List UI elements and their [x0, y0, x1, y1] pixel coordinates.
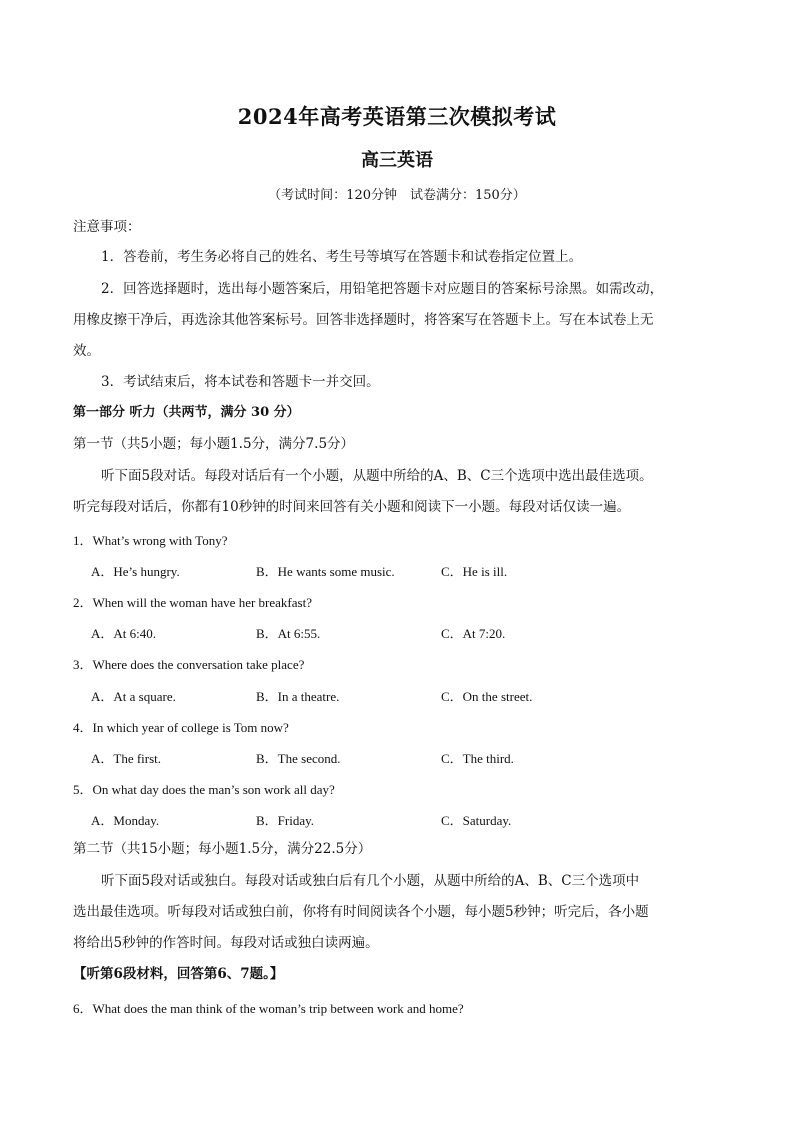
question-3-option-c: C．On the street.: [441, 689, 533, 704]
note-item-2-line-1: 2．回答选择题时，选出每小题答案后，用铅笔把答题卡对应题目的答案标号涂黑。如需改动，: [101, 281, 664, 297]
question-4-stem: 4．In which year of college is Tom now?: [73, 720, 289, 735]
question-4-option-a: A．The first.: [91, 751, 162, 766]
exam-subtitle: 高三英语: [361, 150, 433, 171]
question-1-stem: 1．What’s wrong with Tony?: [73, 533, 228, 548]
question-5-option-c: C．Saturday.: [441, 813, 512, 828]
note-item-2-line-2: 用橡皮擦干净后，再选涂其他答案标号。回答非选择题时，将答案写在答题卡上。写在本试卷上无: [73, 312, 654, 328]
question-3-option-a: A．At a square.: [91, 689, 176, 704]
section1-heading: 第一节（共5小题；每小题1.5分，满分7.5分）: [73, 436, 355, 452]
part1-heading: 第一部分 听力（共两节，满分 30 分）: [73, 405, 300, 420]
material-6-heading: 【听第6段材料，回答第6、7题。】: [73, 966, 284, 982]
question-5-stem: 5．On what day does the man’s son work all day?: [73, 782, 335, 797]
question-5-option-b: B．Friday.: [256, 813, 315, 828]
question-2-option-c: C．At 7:20.: [441, 626, 506, 641]
question-2-option-b: B．At 6:55.: [256, 626, 321, 641]
question-1-option-a: A．He’s hungry.: [91, 564, 180, 579]
question-5-option-a: A．Monday.: [91, 813, 160, 828]
question-4-option-b: B．The second.: [256, 751, 341, 766]
note-item-2-line-3: 效。: [73, 343, 100, 359]
question-6-stem: 6．What does the man think of the woman’s trip between work and home?: [73, 1001, 464, 1016]
question-3-stem: 3．Where does the conversation take place?: [73, 657, 305, 672]
section1-instruction-line-2: 听完每段对话后，你都有10秒钟的时间来回答有关小题和阅读下一小题。每段对话仅读一遍。: [73, 499, 631, 515]
question-4-option-c: C．The third.: [441, 751, 514, 766]
section2-instruction-line-3: 将给出5秒钟的作答时间。每段对话或独白读两遍。: [73, 935, 379, 951]
question-1-option-b: B．He wants some music.: [256, 564, 395, 579]
note-item-1: 1．答卷前，考生务必将自己的姓名、考生号等填写在答题卡和试卷指定位置上。: [101, 249, 583, 265]
question-2-option-a: A．At 6:40.: [91, 626, 157, 641]
question-2-stem: 2．When will the woman have her breakfast?: [73, 595, 312, 610]
section2-heading: 第二节（共15小题；每小题1.5分，满分22.5分）: [73, 841, 372, 857]
exam-info: （考试时间：120分钟 试卷满分：150分）: [268, 188, 526, 203]
section1-instruction-line-1: 听下面5段对话。每段对话后有一个小题，从题中所给的A、B、C三个选项中选出最佳选项。: [101, 468, 653, 484]
question-3-option-b: B．In a theatre.: [256, 689, 340, 704]
notes-heading: 注意事项：: [73, 219, 141, 235]
exam-title: 2024年高考英语第三次模拟考试: [237, 104, 557, 129]
section2-instruction-line-1: 听下面5段对话或独白。每段对话或独白后有几个小题，从题中所给的A、B、C三个选项中: [101, 873, 640, 889]
note-item-3: 3．考试结束后，将本试卷和答题卡一并交回。: [101, 374, 380, 390]
section2-instruction-line-2: 选出最佳选项。听每段对话或独白前，你将有时间阅读各个小题，每小题5秒钟；听完后，各小题: [73, 904, 649, 920]
question-1-option-c: C．He is ill.: [441, 564, 508, 579]
